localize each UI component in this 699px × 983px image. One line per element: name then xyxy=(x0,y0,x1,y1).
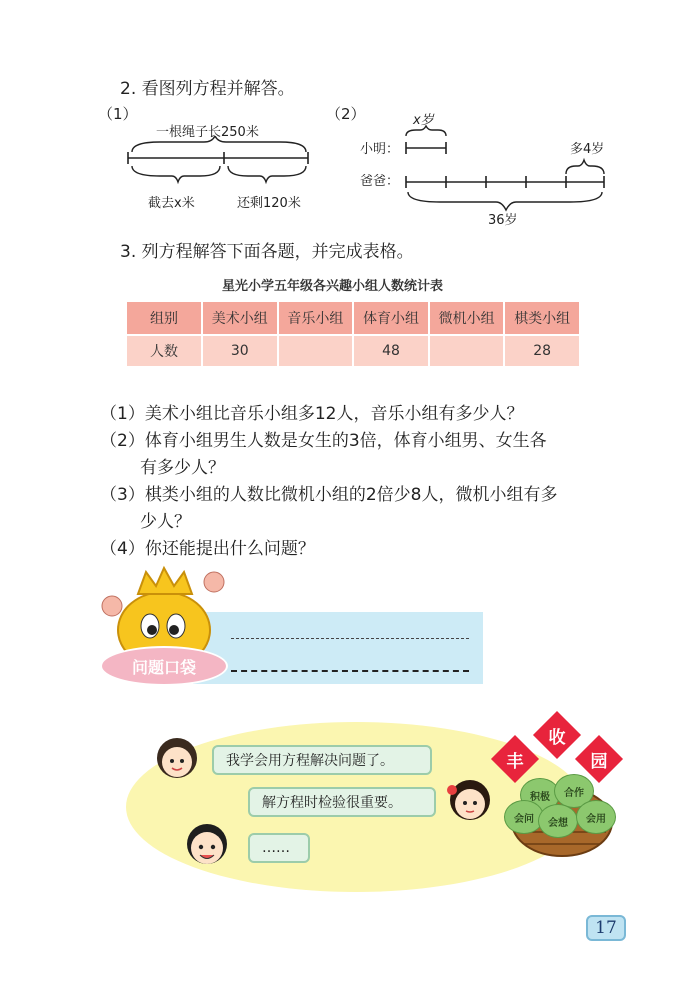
harvest-char-diamond: 丰 xyxy=(491,735,539,783)
girl-thinking-avatar-icon xyxy=(444,776,496,828)
part-2-label: （2） xyxy=(326,105,366,123)
question-2-title: 2. 看图列方程并解答。 xyxy=(120,79,295,99)
part-1-label: （1） xyxy=(98,105,138,123)
table-cell: 人数 xyxy=(127,336,201,366)
harvest-ball: 会想 xyxy=(538,804,578,838)
question-item-2-cont: 有多少人？ xyxy=(140,458,225,478)
table-header-cell: 微机小组 xyxy=(430,302,504,334)
question-3-title: 3. 列方程解答下面各题，并完成表格。 xyxy=(120,242,414,262)
answer-area[interactable] xyxy=(193,612,483,684)
baba-label: 爸爸： xyxy=(360,174,400,189)
speech-bubble-1: 我学会用方程解决问题了。 xyxy=(212,745,432,775)
speech-bubble-3: …… xyxy=(248,833,310,863)
question-item-1: （1）美术小组比音乐小组多12人，音乐小组有多少人？ xyxy=(100,404,524,424)
harvest-ball: 积极 xyxy=(520,778,560,812)
interest-group-table xyxy=(125,300,581,368)
answer-line[interactable] xyxy=(231,638,469,639)
harvest-ball: 合作 xyxy=(554,774,594,808)
table-header-cell: 棋类小组 xyxy=(505,302,579,334)
speech-bubble-2: 解方程时检验很重要。 xyxy=(248,787,436,817)
x-age-label: x岁 xyxy=(413,113,434,128)
harvest-char-diamond: 收 xyxy=(533,711,581,759)
question-pocket-label: 问题口袋 xyxy=(100,646,228,686)
more-4-label: 多4岁 xyxy=(570,142,605,157)
girl-avatar-icon xyxy=(152,734,202,784)
table-cell: 30 xyxy=(203,336,277,366)
harvest-ball: 会问 xyxy=(504,800,544,834)
rope-length-label: 一根绳子长250米 xyxy=(156,125,259,140)
question-item-3: （3）棋类小组的人数比微机小组的2倍少8人，微机小组有多 xyxy=(100,485,558,505)
table-row xyxy=(127,336,579,366)
question-item-4: （4）你还能提出什么问题？ xyxy=(100,539,315,559)
rope-diagram xyxy=(120,136,320,186)
harvest-char-diamond: 园 xyxy=(575,735,623,783)
table-cell-blank[interactable] xyxy=(430,336,504,366)
question-item-2: （2）体育小组男生人数是女生的3倍，体育小组男、女生各 xyxy=(100,431,547,451)
table-header-cell: 组别 xyxy=(127,302,201,334)
table-header-cell: 体育小组 xyxy=(354,302,428,334)
cut-off-label: 截去x米 xyxy=(148,196,195,211)
harvest-ball: 会用 xyxy=(576,800,616,834)
page-number: 17 xyxy=(586,915,626,941)
table-header-cell: 音乐小组 xyxy=(279,302,353,334)
total-age-label: 36岁 xyxy=(488,213,518,228)
remaining-label: 还剩120米 xyxy=(237,196,301,211)
boy-avatar-icon xyxy=(180,818,234,872)
table-cell: 48 xyxy=(354,336,428,366)
table-header-row xyxy=(127,302,579,334)
table-header-cell: 美术小组 xyxy=(203,302,277,334)
table-cell: 28 xyxy=(505,336,579,366)
table-title: 星光小学五年级各兴趣小组人数统计表 xyxy=(222,279,444,294)
xiaoming-label: 小明： xyxy=(360,142,400,157)
question-item-3-cont: 少人？ xyxy=(140,512,191,532)
answer-line[interactable] xyxy=(231,670,469,672)
table-cell-blank[interactable] xyxy=(279,336,353,366)
